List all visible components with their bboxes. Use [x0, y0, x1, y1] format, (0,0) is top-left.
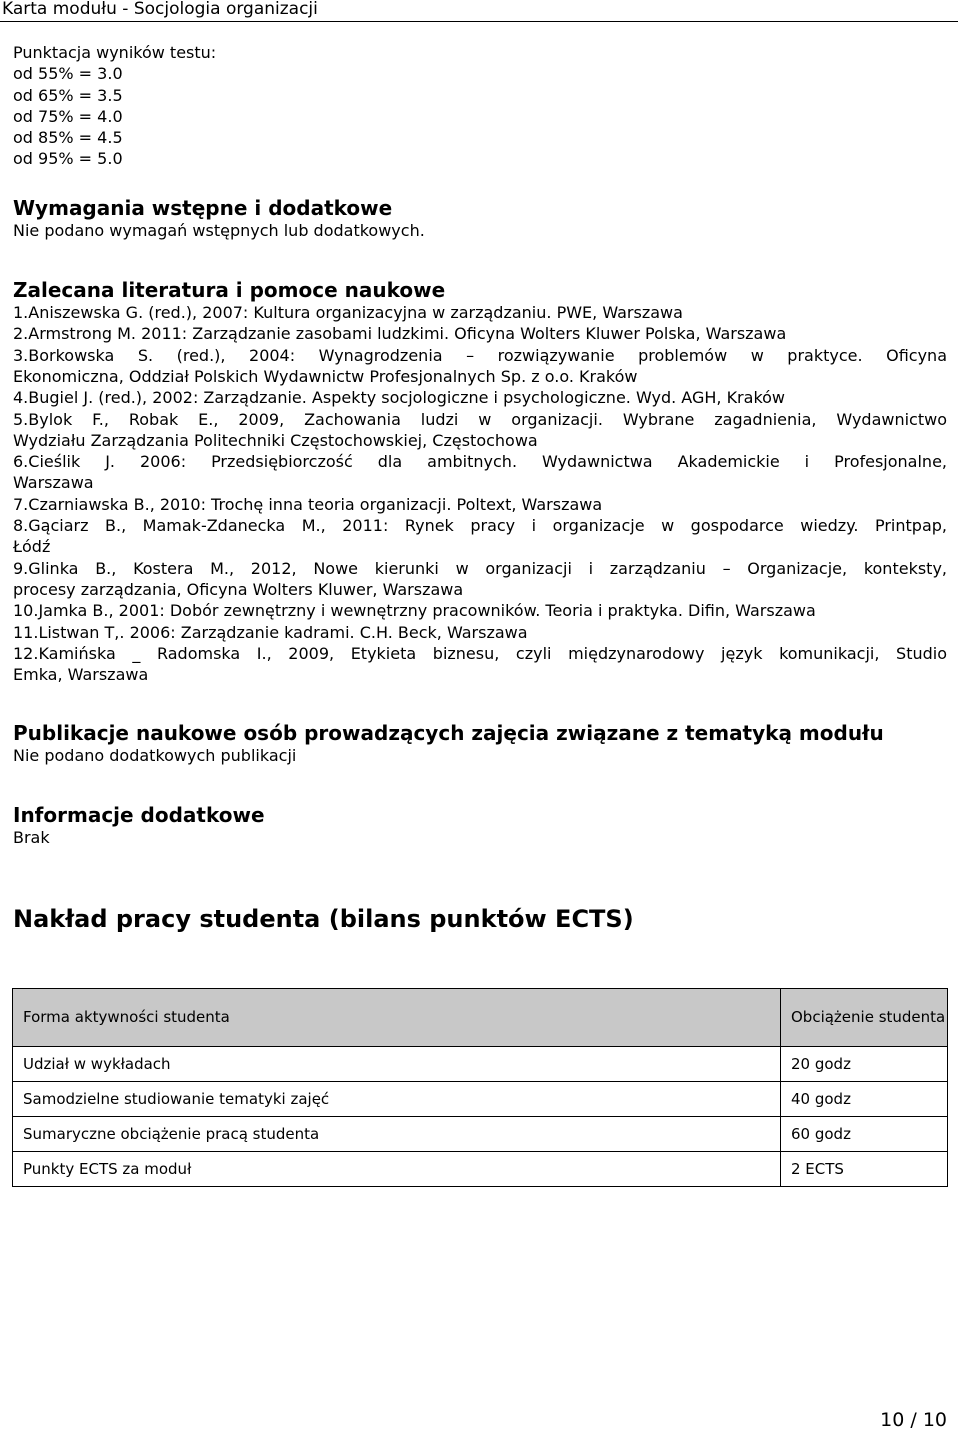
literature-line: 6.Cieślik J. 2006: Przedsiębiorczość dla ambitnych. Wydawnictwa Akademickie i Profesjonalne,: [13, 452, 947, 472]
literature-line: 11.Listwan T,. 2006: Zarządzanie kadrami. C.H. Beck, Warszawa: [13, 622, 528, 642]
workload-table: [12, 988, 948, 1187]
literature-line: 2.Armstrong M. 2011: Zarządzanie zasobami ludzkimi. Oficyna Wolters Kluwer Polska, Warszawa: [13, 324, 787, 344]
prerequisites-section: [13, 196, 947, 241]
document-content: [13, 42, 947, 934]
table-cell: 2 ECTS: [781, 1152, 948, 1187]
table-cell: Sumaryczne obciążenie pracą studenta: [13, 1117, 781, 1152]
additional-info-heading: Informacje dodatkowe: [13, 802, 265, 827]
table-cell: 60 godz: [781, 1117, 948, 1152]
table-cell: Samodzielne studiowanie tematyki zajęć: [13, 1082, 781, 1117]
workload-section: [13, 904, 947, 934]
table-header-cell: Forma aktywności studenta: [13, 989, 781, 1047]
table-row: [13, 1082, 948, 1117]
publications-text: Nie podano dodatkowych publikacji: [13, 746, 297, 766]
publications-heading: Publikacje naukowe osób prowadzących zajęcia związane z tematyką modułu: [13, 721, 884, 746]
grading-title: Punktacja wyników testu:: [13, 43, 217, 62]
literature-section: [13, 278, 947, 685]
table-header-row: [13, 989, 948, 1047]
literature-line: procesy zarządzania, Oficyna Wolters Kluwer, Warszawa: [13, 579, 464, 599]
table-row: [13, 1047, 948, 1082]
page-number: 10 / 10: [880, 1409, 947, 1431]
literature-line: Wydziału Zarządzania Politechniki Częstochowskiej, Częstochowa: [13, 430, 538, 450]
literature-heading: Zalecana literatura i pomoce naukowe: [13, 278, 446, 303]
document-header: [0, 0, 958, 22]
literature-line: 12.Kamińska _ Radomska I., 2009, Etykieta biznesu, czyli międzynarodowy język komunikacji, Studio: [13, 643, 947, 663]
prerequisites-heading: Wymagania wstępne i dodatkowe: [13, 195, 393, 220]
table-row: [13, 1117, 948, 1152]
table-header-cell: Obciążenie studenta: [781, 989, 948, 1047]
literature-line: 7.Czarniawska B., 2010: Trochę inna teoria organizacji. Poltext, Warszawa: [13, 494, 603, 514]
grading-section: [13, 42, 947, 170]
literature-line: 4.Bugiel J. (red.), 2002: Zarządzanie. Aspekty socjologiczne i psychologiczne. Wyd. AGH, Kraków: [13, 388, 786, 408]
grading-item: od 75% = 4.0: [13, 106, 123, 126]
publications-section: [13, 721, 947, 766]
literature-line: Emka, Warszawa: [13, 665, 149, 685]
literature-line: 1.Aniszewska G. (red.), 2007: Kultura organizacyjna w zarządzaniu. PWE, Warszawa: [13, 303, 683, 323]
table-cell: 40 godz: [781, 1082, 948, 1117]
table-cell: 20 godz: [781, 1047, 948, 1082]
additional-info-text: Brak: [13, 827, 50, 847]
literature-line: 5.Bylok F., Robak E., 2009, Zachowania ludzi w organizacji. Wybrane zagadnienia, Wydawnictwo: [13, 409, 947, 429]
literature-line: 9.Glinka B., Kostera M., 2012, Nowe kierunki w organizacji i zarządzaniu – Organizacje, konteksty,: [13, 558, 947, 578]
table-cell: Udział w wykładach: [13, 1047, 781, 1082]
grading-item: od 85% = 4.5: [13, 128, 123, 148]
workload-heading: Nakład pracy studenta (bilans punktów ECTS): [13, 905, 634, 934]
literature-line: Ekonomiczna, Oddział Polskich Wydawnictw Profesjonalnych Sp. z o.o. Kraków: [13, 366, 638, 386]
grading-item: od 65% = 3.5: [13, 85, 123, 105]
additional-info-section: [13, 803, 947, 848]
table-row: [13, 1152, 948, 1187]
grading-item: od 55% = 3.0: [13, 64, 123, 84]
table-cell: Punkty ECTS za moduł: [13, 1152, 781, 1187]
document-title: Karta modułu - Socjologia organizacji: [2, 0, 318, 19]
literature-line: 8.Gąciarz B., Mamak-Zdanecka M., 2011: Rynek pracy i organizacje w gospodarce wiedzy. Printpap,: [13, 516, 947, 536]
literature-line: 3.Borkowska S. (red.), 2004: Wynagrodzenia – rozwiązywanie problemów w praktyce. Oficyna: [13, 345, 947, 365]
grading-item: od 95% = 5.0: [13, 149, 123, 169]
literature-line: Warszawa: [13, 473, 94, 493]
prerequisites-text: Nie podano wymagań wstępnych lub dodatkowych.: [13, 220, 425, 240]
literature-line: 10.Jamka B., 2001: Dobór zewnętrzny i wewnętrzny pracowników. Teoria i praktyka. Difin, Warszawa: [13, 601, 816, 621]
literature-line: Łódź: [13, 537, 51, 557]
